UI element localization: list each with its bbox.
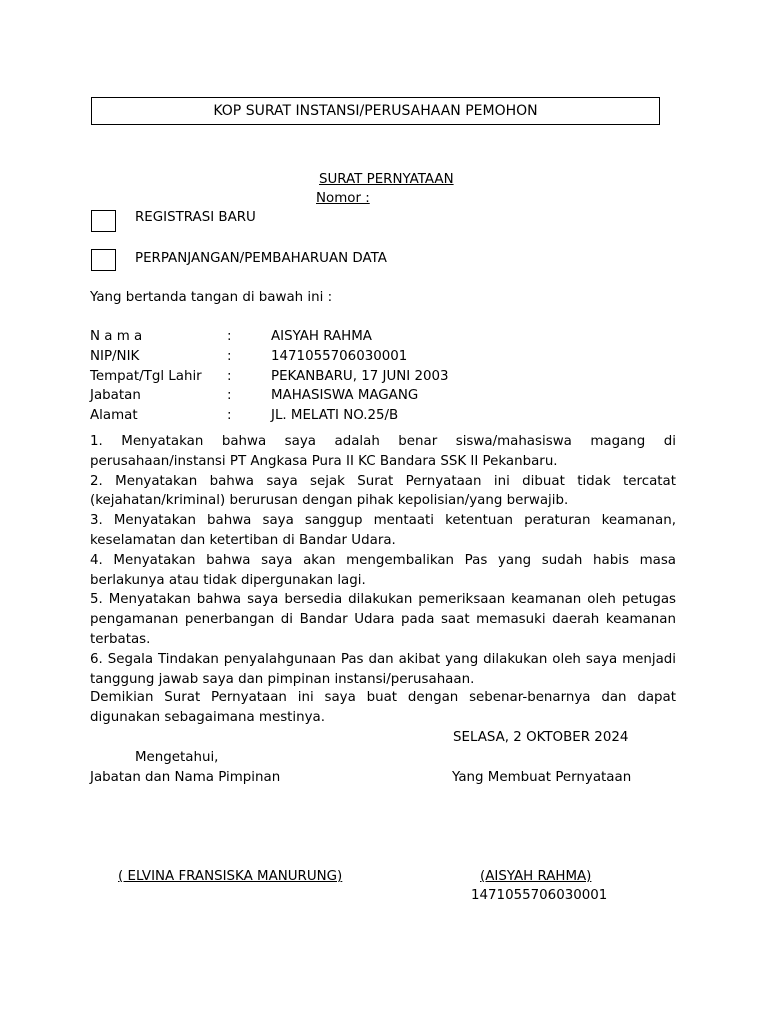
declarant-id: 1471055706030001 xyxy=(471,888,608,903)
identity-label: Tempat/Tgl Lahir xyxy=(90,369,202,384)
document-title: SURAT PERNYATAAN xyxy=(319,172,454,187)
registration-new-label: REGISTRASI BARU xyxy=(135,210,256,225)
statement-item: 4. Menyatakan bahwa saya akan mengembalikan Pas yang sudah habis masa berlakunya atau tidak dipergunakan lagi. xyxy=(90,552,676,588)
identity-separator: : xyxy=(227,329,232,344)
identity-separator: : xyxy=(227,408,232,423)
letterhead-box: KOP SURAT INSTANSI/PERUSAHAAN PEMOHON xyxy=(91,97,660,125)
identity-value: JL. MELATI NO.25/B xyxy=(271,408,399,423)
statement-item: 6. Segala Tindakan penyalahgunaan Pas dan akibat yang dilakukan oleh saya menjadi tanggung jawab saya dan pimpinan instansi/perusahaan. xyxy=(90,651,676,687)
signature-date: SELASA, 2 OKTOBER 2024 xyxy=(453,730,629,745)
renewal-label: PERPANJANGAN/PEMBAHARUAN DATA xyxy=(135,251,387,266)
intro-text: Yang bertanda tangan di bawah ini : xyxy=(90,290,333,305)
identity-label: Jabatan xyxy=(90,388,141,403)
statement-item: 3. Menyatakan bahwa saya sanggup mentaati ketentuan peraturan keamanan, keselamatan dan ketertiban di Bandar Udara. xyxy=(90,513,676,548)
identity-value: MAHASISWA MAGANG xyxy=(271,388,419,403)
closing-paragraph: Demikian Surat Pernyataan ini saya buat dengan sebenar-benarnya dan dapat digunakan sebagaimana mestinya. xyxy=(90,690,676,725)
declarant-name: (AISYAH RAHMA) xyxy=(480,869,592,884)
statements-list xyxy=(90,432,676,689)
identity-value: AISYAH RAHMA xyxy=(271,329,372,344)
identity-value: PEKANBARU, 17 JUNI 2003 xyxy=(271,369,449,384)
identity-label: Alamat xyxy=(90,408,138,423)
statement-item: 1. Menyatakan bahwa saya adalah benar siswa/mahasiswa magang di perusahaan/instansi PT Angkasa Pura II KC Bandara SSK II Pekanbaru. xyxy=(90,434,676,469)
renewal-checkbox[interactable] xyxy=(91,249,116,271)
declarant-role: Yang Membuat Pernyataan xyxy=(452,770,632,785)
identity-label: N a m a xyxy=(90,329,143,344)
document-number: Nomor : xyxy=(316,191,370,206)
statement-item: 5. Menyatakan bahwa saya bersedia dilakukan pemeriksaan keamanan oleh petugas pengamanan penerbangan di Bandar Udara pada saat memasuki daerah keamanan terbatas. xyxy=(90,592,676,647)
statement-item: 2. Menyatakan bahwa saya sejak Surat Pernyataan ini dibuat tidak tercatat (kejahatan/kriminal) berurusan dengan pihak kepolisian/yang berwajib. xyxy=(90,473,676,509)
leader-role: Jabatan dan Nama Pimpinan xyxy=(90,770,281,785)
leader-name: ( ELVINA FRANSISKA MANURUNG) xyxy=(118,869,343,884)
identity-label: NIP/NIK xyxy=(90,349,140,364)
identity-value: 1471055706030001 xyxy=(271,349,408,364)
identity-separator: : xyxy=(227,369,232,384)
acknowledged-heading: Mengetahui, xyxy=(135,750,219,765)
identity-separator: : xyxy=(227,388,232,403)
registration-new-checkbox[interactable] xyxy=(91,210,116,232)
identity-separator: : xyxy=(227,349,232,364)
